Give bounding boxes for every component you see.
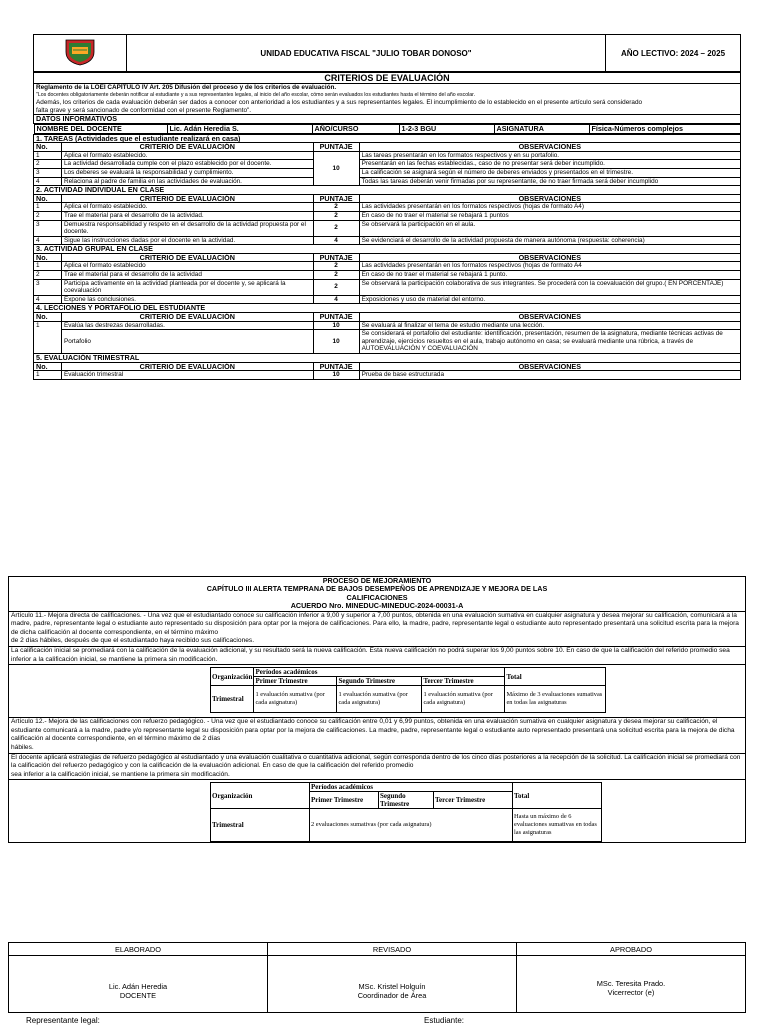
- row-observacion: Se evidenciará el desarrollo de la actividad propuesta de manera autónoma (respuesta: coherencia): [359, 236, 740, 245]
- row-no: 3: [34, 168, 62, 177]
- article-12-text-c: El docente aplicará estrategias de refuerzo pedagógico al estudiantado y una evaluación cualitativa o cuantitativa adicional, según corresponda dentro de los cinco días posteriores a la recepción de la solicitud. La calificación inicial se promediará con la calificación del refuerzo pedagógico y con la calificación de la evaluación adicional. En caso de que la calificación del referido promedio: [11, 753, 741, 770]
- row-criterio: Sigue las instrucciones dadas por el docente en la actividad.: [61, 236, 313, 245]
- signer-role: Vicerrector (e): [607, 988, 655, 997]
- row-no: 4: [34, 177, 62, 186]
- improvement-title-2: CAPÍTULO III ALERTA TEMPRANA DE BAJOS DESEMPEÑOS DE APRENDIZAJE Y MEJORA DE LAS: [206, 584, 548, 594]
- row-no: 1: [34, 262, 62, 271]
- t2-trim3: Tercer Trimestre: [434, 792, 513, 809]
- col-criterio: CRITERIO DE EVALUACIÓN: [61, 253, 313, 262]
- signer-role: Coordinador de Área: [357, 991, 427, 1000]
- signature-elaborado: [9, 956, 268, 1013]
- row-criterio: Evaluación trimestral: [61, 371, 313, 380]
- col-observaciones: OBSERVACIONES: [359, 313, 740, 322]
- t2-total: Total: [513, 783, 602, 809]
- row-criterio: Participa activamente en la actividad planteada por el docente y, se aplicará la coevaluación: [61, 279, 313, 295]
- col-no: No.: [34, 194, 62, 203]
- improvement-title-1: PROCESO DE MEJORAMIENTO: [322, 576, 432, 585]
- row-no: 4: [34, 236, 62, 245]
- article-12-text-b: hábiles.: [11, 743, 34, 751]
- article-12-text-d: sea inferior a la calificación inicial, se mantiene la primera sin modificación.: [11, 770, 230, 778]
- t2-trim1: Primer Trimestre: [310, 792, 379, 809]
- improvement-title: [9, 577, 746, 612]
- revisado-label: REVISADO: [268, 943, 517, 956]
- article-11: [9, 611, 746, 646]
- col-puntaje: PUNTAJE: [313, 313, 359, 322]
- t1-row-label: Trimestral: [211, 686, 254, 713]
- signatures-table: [8, 942, 746, 1013]
- table-row: [34, 279, 741, 295]
- table-row: [34, 203, 741, 212]
- regulation-title: Reglamento de la LOEI CAPÍTULO IV Art. 205 Difusión del proceso y de los criterios de evaluación.: [36, 84, 337, 91]
- row-observacion: Las actividades presentarán en los formatos respectivos (hojas de formato A4): [359, 203, 740, 212]
- school-year: AÑO LECTIVO: 2024 – 2025: [606, 35, 741, 72]
- row-observacion: Se considerará el portafolio del estudiante: identificación, presentación, resumen de la asignatura, mediante técnicas activas de aprendizaje, ejercicios resueltos en el aula, trabajo autónomo en casa; se evaluará mediante una rúbrica, a través de AUTOEVALUACIÓN Y COEVALUACIÓN: [359, 330, 740, 354]
- curso-value: 1-2-3 BGU: [399, 124, 494, 133]
- docente-label: NOMBRE DEL DOCENTE: [34, 124, 167, 133]
- row-criterio: Relaciona al padre de familia en las actividades de evaluación.: [61, 177, 313, 186]
- row-puntaje: 10: [313, 330, 359, 354]
- article-12-cont: [9, 753, 746, 780]
- asignatura-value: Física-Números complejos: [589, 124, 740, 133]
- row-puntaje: 10: [313, 151, 359, 185]
- article-11-text-c: La calificación inicial se promediará con la calificación de la evaluación adicional, y su resultado será la nueva calificación. Esta nueva calificación no podrá superar los 9,00 puntos sobre 10. En caso de que la calificación del referido promedio sea inferior a la calificación inicial, se mantiene la primera sin modificación.: [9, 647, 746, 665]
- logo-cell: [34, 35, 127, 72]
- row-observacion: Se observará la participación en el aula.: [359, 220, 740, 236]
- row-criterio: Expone las conclusiones.: [61, 295, 313, 304]
- t2-org: Organización: [211, 783, 310, 809]
- table-row: [34, 271, 741, 280]
- asignatura-label: ASIGNATURA: [494, 124, 589, 133]
- row-puntaje: 2: [313, 271, 359, 280]
- criteria-table: [33, 72, 741, 380]
- representante-label: Representante legal:: [26, 1016, 100, 1025]
- table-row: [34, 160, 741, 169]
- improvement-process-table: [8, 576, 746, 843]
- school-shield-icon: [63, 38, 97, 66]
- regulation-line-3: falta grave y será sancionado de conformidad con el presente Reglamento".: [36, 106, 252, 114]
- row-puntaje: 10: [313, 321, 359, 330]
- row-puntaje: 4: [313, 295, 359, 304]
- evaluation-table-1: [210, 667, 606, 713]
- row-observacion: En caso de no traer el material se rebajará 1 punto.: [359, 271, 740, 280]
- elaborado-label: ELABORADO: [9, 943, 268, 956]
- section-title: 5. EVALUACIÓN TRIMESTRAL: [34, 354, 741, 363]
- table-row: [34, 371, 741, 380]
- col-criterio: CRITERIO DE EVALUACIÓN: [61, 194, 313, 203]
- docente-value: Lic. Adán Heredia S.: [167, 124, 312, 133]
- row-observacion: Todas las tareas deberán venir firmadas por su representante, de no traer firmada será deber incumplido: [359, 177, 740, 186]
- row-puntaje: 2: [313, 220, 359, 236]
- t2-trim2: Segundo Trimestre: [379, 792, 434, 809]
- section-title: 1. TAREAS (Actividades que el estudiante realizará en casa): [34, 134, 741, 143]
- signer-name: MSc. Teresita Prado.: [596, 979, 666, 988]
- school-name: UNIDAD EDUCATIVA FISCAL "JULIO TOBAR DONOSO": [127, 35, 606, 72]
- row-criterio: Evalúa las destrezas desarrolladas.: [61, 321, 313, 330]
- section-title: 2. ACTIVIDAD INDIVIDUAL EN CLASE: [34, 186, 741, 195]
- col-no: No.: [34, 362, 62, 371]
- col-criterio: CRITERIO DE EVALUACIÓN: [61, 143, 313, 152]
- table-row: [34, 211, 741, 220]
- curso-label: AÑO/CURSO: [312, 124, 399, 133]
- row-observacion: Las actividades presentarán en los formatos respectivos (hojas de formato A4: [359, 262, 740, 271]
- row-criterio: Trae el material para el desarrollo de la actividad: [61, 271, 313, 280]
- section-title: 4. LECCIONES Y PORTAFOLIO DEL ESTUDIANTE: [34, 304, 741, 313]
- t1-org: Organización: [211, 668, 254, 686]
- row-criterio: Demuestra responsabilidad y respeto en el desarrollo de la actividad propuesta por el docente.: [61, 220, 313, 236]
- row-no: 2: [34, 160, 62, 169]
- estudiante-label: Estudiante:: [424, 1016, 465, 1025]
- t1-trim2: Segundo Trimestre: [337, 677, 422, 686]
- table-1-container: [9, 665, 746, 718]
- row-criterio: Los deberes se evaluará la responsabilidad y cumplimiento.: [61, 168, 313, 177]
- table-row: [34, 330, 741, 354]
- row-observacion: Se evaluará al finalizar el tema de estudio mediante una lección.: [359, 321, 740, 330]
- col-observaciones: OBSERVACIONES: [359, 143, 740, 152]
- table-row: [34, 321, 741, 330]
- t1-total-cell: Máximo de 3 evaluaciones sumativas en todas las asignaturas: [505, 686, 606, 713]
- article-11-text-b: de 2 días hábiles, después de que el estudiantado haya recibido sus calificaciones.: [11, 637, 255, 645]
- row-puntaje: 10: [313, 371, 359, 380]
- t2-row-label: Trimestral: [211, 809, 310, 842]
- row-criterio: Portafolio: [61, 330, 313, 354]
- t1-cell: 1 evaluación sumativa (por cada asignatura): [337, 686, 422, 713]
- row-puntaje: 2: [313, 279, 359, 295]
- col-puntaje: PUNTAJE: [313, 253, 359, 262]
- table-row: [34, 151, 741, 160]
- col-no: No.: [34, 253, 62, 262]
- row-observacion: Las tareas presentarán en los formatos respectivos y en su portafolio.: [359, 151, 740, 160]
- regulation-line-2: Además, los criterios de cada evaluación deberán ser dados a conocer con anterioridad a los estudiantes y a sus representantes legales. El incumplimiento de lo establecido en el presente artículo será considerado: [36, 99, 643, 107]
- teacher-info-row: [34, 124, 741, 134]
- row-puntaje: 2: [313, 203, 359, 212]
- t1-periodos: Períodos académicos: [254, 668, 505, 677]
- regulation-text: [34, 84, 741, 115]
- article-12-text-a: Artículo 12.- Mejora de las calificaciones con refuerzo pedagógico. - Una vez que el estudiantado conoce su calificación entre 0,01 y 6,99 puntos, obtenida en una evaluación sumativa en cualquier asignatura y desea mejorar su calificación, el estudiante comunicará a la madre, padre y/o representante legal su disposición para optar por la mejora de calificaciones. La madre, padre, representante legal o estudiante auto representado presentará una solicitud escrita para la mejora de dicha calificación al docente correspondiente, en el término máximo de 2 días: [11, 718, 735, 743]
- row-no: 3: [34, 220, 62, 236]
- row-no: 3: [34, 279, 62, 295]
- row-observacion: Exposiciones y uso de material del entorno.: [359, 295, 740, 304]
- table-row: [34, 262, 741, 271]
- t2-periodos: Períodos académicos: [310, 783, 513, 792]
- table-row: [34, 220, 741, 236]
- row-criterio: Aplica el formato establecido.: [61, 151, 313, 160]
- row-observacion: En caso de no traer el material se rebajará 1 puntos: [359, 211, 740, 220]
- t1-trim3: Tercer Trimestre: [422, 677, 505, 686]
- col-observaciones: OBSERVACIONES: [359, 362, 740, 371]
- table-2-container: [9, 780, 746, 843]
- regulation-line-1: "Los docentes obligatoriamente deberán notificar al estudiante y a sus representantes legales, al inicio del año escolar, cómo serán evaluados los estudiantes hasta el término del año escolar.: [36, 91, 476, 98]
- document-header: [33, 34, 741, 72]
- row-no: 2: [34, 271, 62, 280]
- row-puntaje: 2: [313, 262, 359, 271]
- row-observacion: Prueba de base estructurada: [359, 371, 740, 380]
- row-criterio: Aplica el formato establecido: [61, 262, 313, 271]
- t1-trim1: Primer Trimestre: [254, 677, 337, 686]
- row-criterio: Aplica el formato establecido.: [61, 203, 313, 212]
- signer-role: DOCENTE: [119, 991, 157, 1000]
- row-observacion: La calificación se asignará según el número de deberes enviados y presentados en el trimestre.: [359, 168, 740, 177]
- row-no: 2: [34, 211, 62, 220]
- criteria-title: CRITERIOS DE EVALUACIÓN: [34, 73, 741, 84]
- improvement-title-3: CALIFICACIONES: [346, 592, 408, 602]
- evaluation-table-2: [210, 782, 602, 842]
- row-observacion: Presentarán en las fechas establecidas., caso de no presentar será deber incumplido.: [359, 160, 740, 169]
- table-row: [34, 168, 741, 177]
- signature-aprobado: [517, 956, 746, 1013]
- row-no: 1: [34, 203, 62, 212]
- signer-name: Lic. Adán Heredia: [108, 982, 168, 991]
- row-criterio: Trae el material para el desarrollo de la actividad.: [61, 211, 313, 220]
- row-puntaje: 2: [313, 211, 359, 220]
- t1-total: Total: [505, 668, 606, 686]
- col-puntaje: PUNTAJE: [313, 362, 359, 371]
- row-observacion: Se observará la participación colaborativa de sus integrantes. Se procederá con la coevaluación del grupo.( EN PORCENTAJE): [359, 279, 740, 295]
- article-11-text-a: Artículo 11.- Mejora directa de calificaciones. - Una vez que el estudiantado conoce su calificación inferior a 9,00 y superior a 7,00 puntos, obtenida en una evaluación sumativa en cualquier asignatura y desea mejorar su calificación, comunicará a la madre, padre, representante legal o estudiante auto representado su disposición para optar por la mejora de calificaciones. Para ello, la madre, padre, representante legal o estudiante auto representado presentará una solicitud escrita para la mejora de dicha calificación al docente correspondiente, en el término máximo: [11, 611, 739, 636]
- row-criterio: La actividad desarrollada cumple con el plazo establecido por el docente.: [61, 160, 313, 169]
- t1-cell: 1 evaluación sumativa (por cada asignatura): [422, 686, 505, 713]
- datos-label: DATOS INFORMATIVOS: [34, 115, 741, 124]
- improvement-title-4: ACUERDO Nro. MINEDUC-MINEDUC-2024-00031-A: [290, 601, 464, 611]
- row-no: 1: [34, 321, 62, 353]
- col-puntaje: PUNTAJE: [313, 143, 359, 152]
- section-title: 3. ACTIVIDAD GRUPAL EN CLASE: [34, 245, 741, 254]
- row-puntaje: 4: [313, 236, 359, 245]
- t1-cell: 1 evaluación sumativa (por cada asignatura): [254, 686, 337, 713]
- row-no: 1: [34, 151, 62, 160]
- col-criterio: CRITERIO DE EVALUACIÓN: [61, 313, 313, 322]
- signer-name: MSc. Kristel Holguín: [358, 982, 426, 991]
- col-no: No.: [34, 313, 62, 322]
- signature-revisado: [268, 956, 517, 1013]
- article-12: [9, 718, 746, 753]
- col-observaciones: OBSERVACIONES: [359, 253, 740, 262]
- row-no: 1: [34, 371, 62, 380]
- t2-cell: 2 evaluaciones sumativas (por cada asignatura): [310, 809, 513, 842]
- col-criterio: CRITERIO DE EVALUACIÓN: [61, 362, 313, 371]
- col-no: No.: [34, 143, 62, 152]
- row-no: 4: [34, 295, 62, 304]
- col-observaciones: OBSERVACIONES: [359, 194, 740, 203]
- t2-total-cell: Hasta un máximo de 6 evaluaciones sumativas en todas las asignaturas: [513, 809, 602, 842]
- aprobado-label: APROBADO: [517, 943, 746, 956]
- col-puntaje: PUNTAJE: [313, 194, 359, 203]
